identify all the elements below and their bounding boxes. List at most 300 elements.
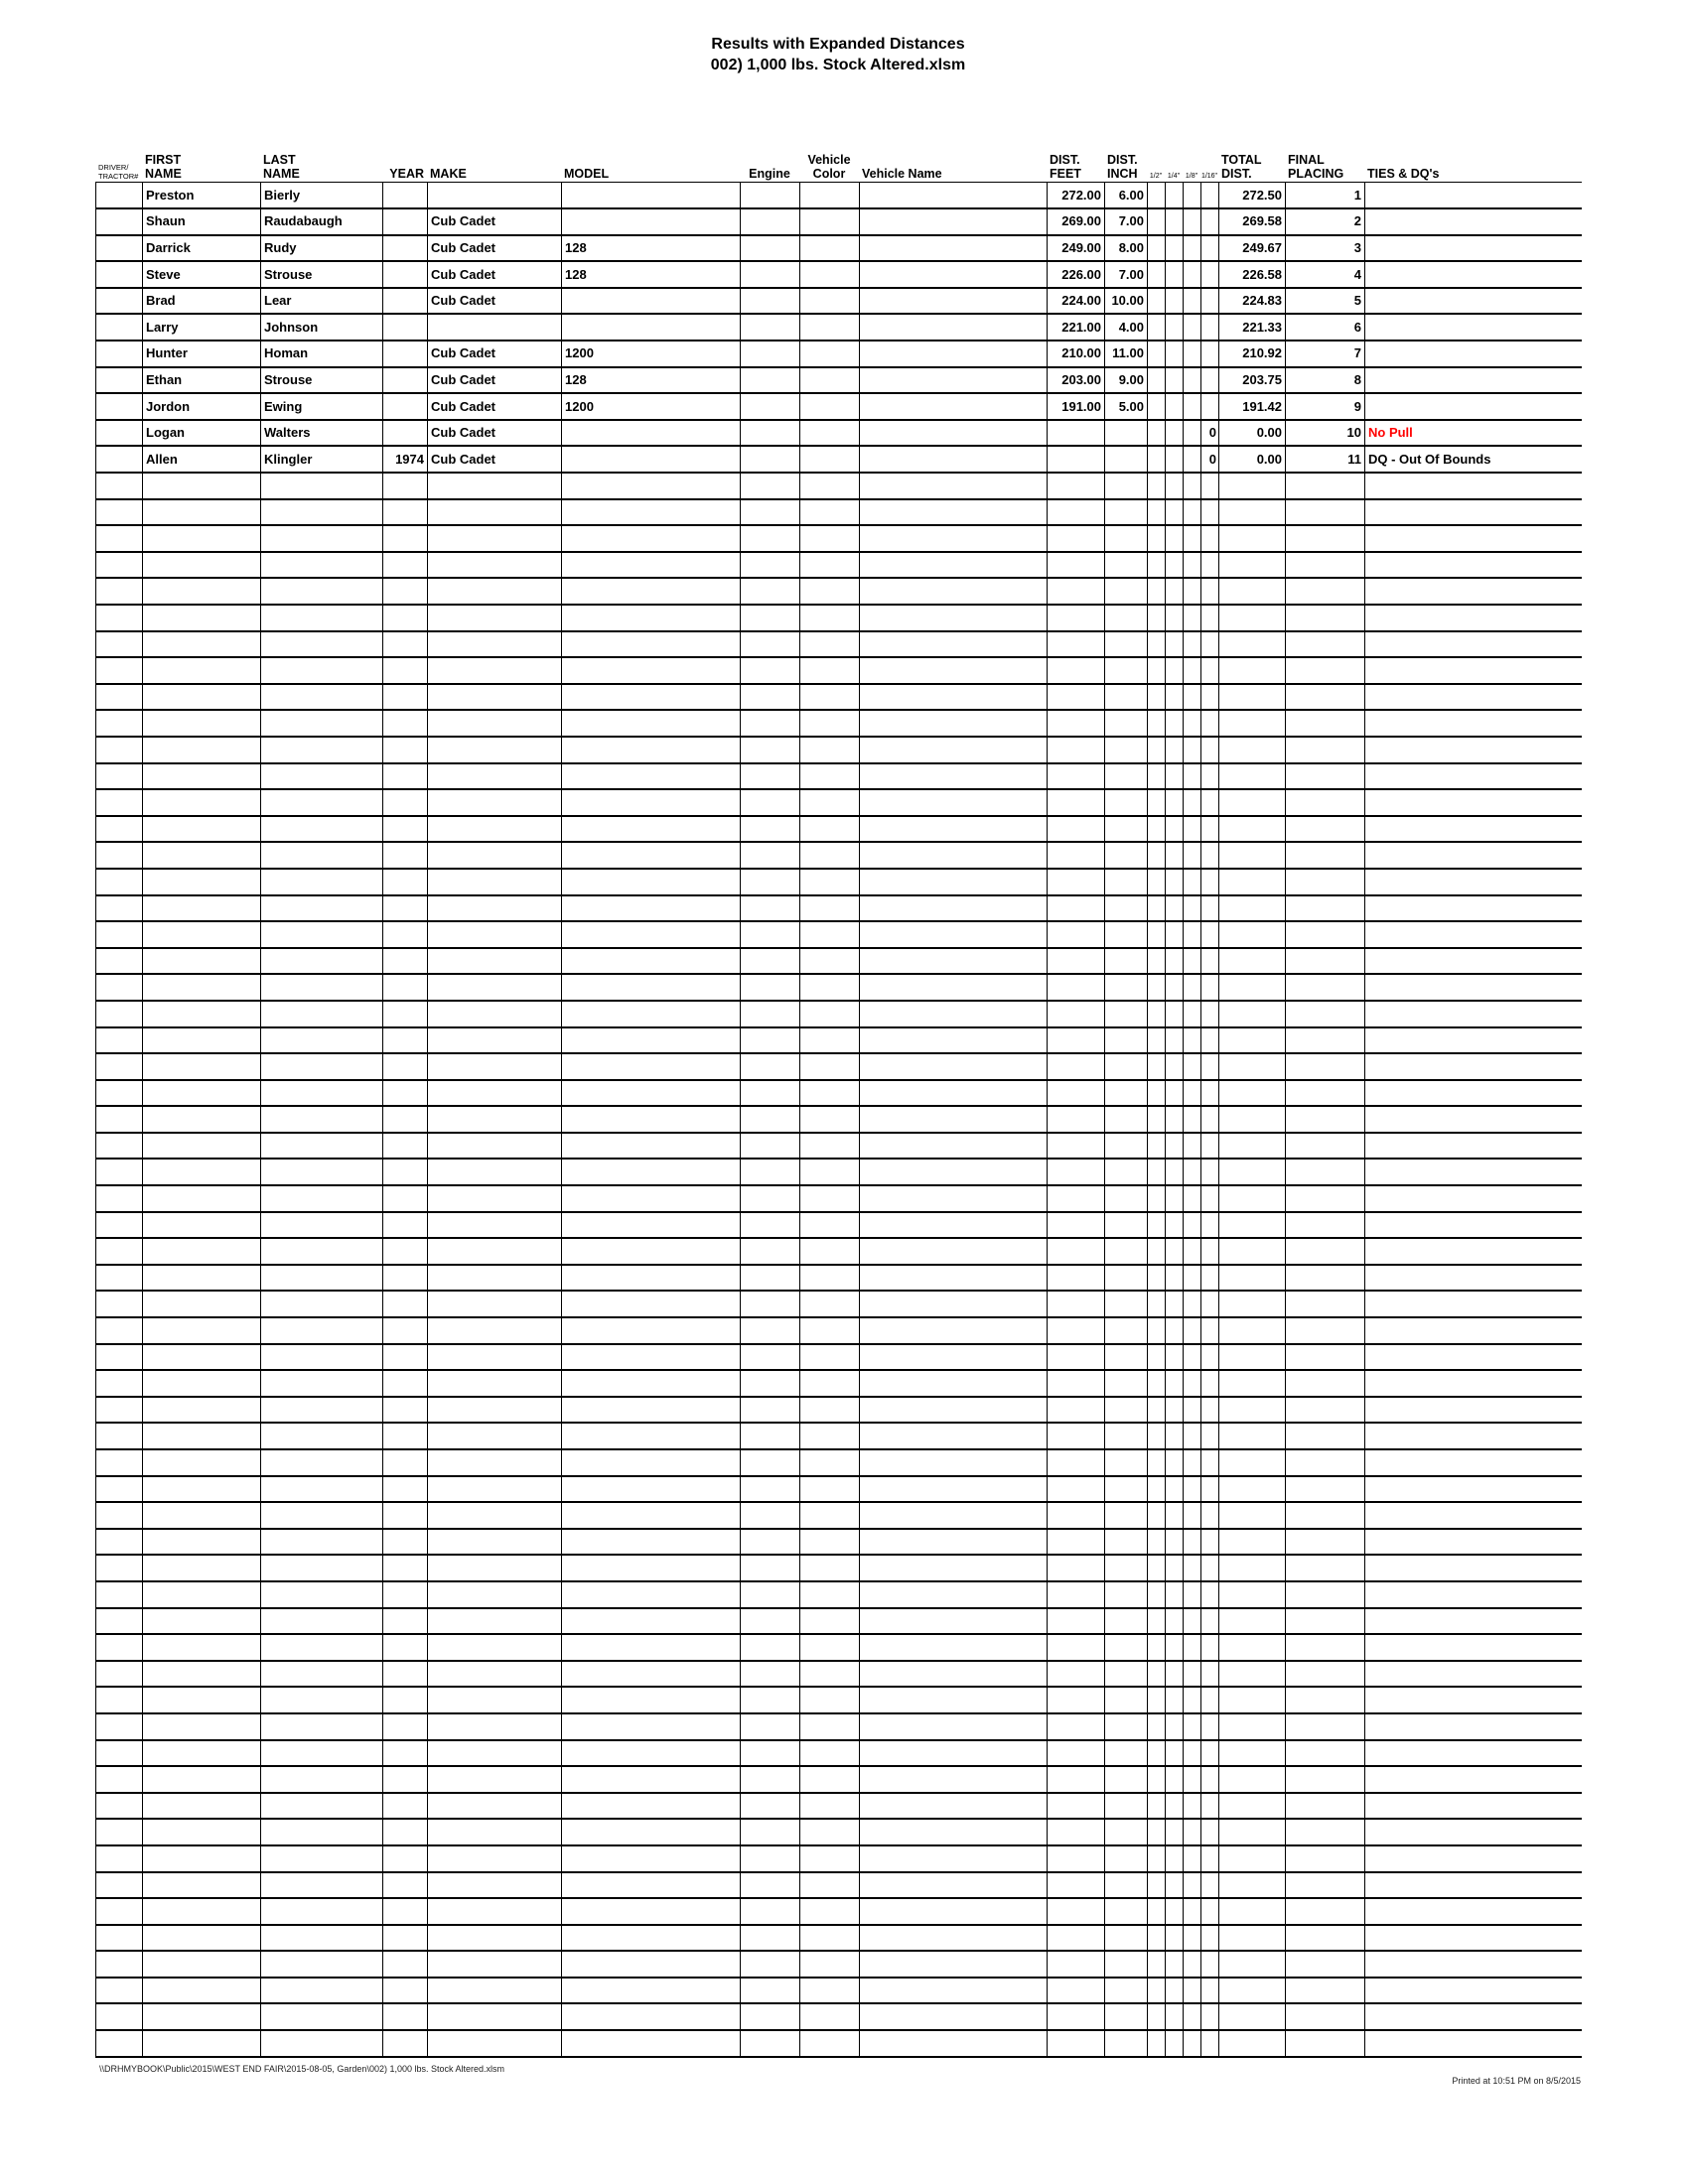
- table-row: [96, 314, 1582, 341]
- cell-engine: [741, 948, 800, 975]
- cell-total-dist: 221.33: [1219, 314, 1286, 341]
- cell-half-inch: [1148, 895, 1166, 922]
- cell-eighth-inch: [1184, 1872, 1201, 1899]
- cell-final-placing: [1286, 1740, 1365, 1767]
- cell-sixteenth-inch: [1201, 183, 1219, 209]
- cell-model: 1200: [562, 393, 741, 420]
- cell-quarter-inch: [1166, 1634, 1184, 1661]
- cell-quarter-inch: [1166, 1449, 1184, 1476]
- cell-make: [428, 1370, 562, 1397]
- cell-vehicle-name: [860, 1687, 1048, 1713]
- cell-dist-inch: [1105, 1238, 1148, 1265]
- cell-sixteenth-inch: [1201, 921, 1219, 948]
- cell-ties-dqs: [1365, 1317, 1582, 1344]
- cell-ties-dqs: [1365, 393, 1582, 420]
- cell-eighth-inch: [1184, 1317, 1201, 1344]
- cell-tractor-number: [96, 183, 143, 209]
- cell-first-name: [143, 1978, 261, 2004]
- cell-model: [562, 789, 741, 816]
- cell-final-placing: [1286, 657, 1365, 684]
- table-row: [96, 869, 1582, 895]
- cell-final-placing: [1286, 1291, 1365, 1317]
- header-dist-feet: DIST. FEET: [1050, 153, 1081, 181]
- cell-half-inch: [1148, 499, 1166, 526]
- table-row: [96, 1713, 1582, 1740]
- cell-vehicle-color: [800, 1238, 860, 1265]
- cell-first-name: Shaun: [143, 208, 261, 235]
- cell-vehicle-name: [860, 895, 1048, 922]
- cell-first-name: Larry: [143, 314, 261, 341]
- cell-vehicle-name: [860, 525, 1048, 552]
- cell-last-name: [261, 1713, 383, 1740]
- table-row: [96, 1053, 1582, 1080]
- cell-engine: [741, 921, 800, 948]
- cell-model: [562, 1159, 741, 1185]
- cell-dist-feet: [1048, 499, 1105, 526]
- cell-quarter-inch: [1166, 737, 1184, 763]
- cell-first-name: [143, 1555, 261, 1581]
- cell-year: [383, 208, 428, 235]
- cell-dist-inch: [1105, 1872, 1148, 1899]
- cell-model: [562, 869, 741, 895]
- cell-half-inch: [1148, 684, 1166, 711]
- cell-dist-feet: [1048, 1476, 1105, 1503]
- cell-model: [562, 763, 741, 790]
- table-row: [96, 789, 1582, 816]
- table-row: [96, 1687, 1582, 1713]
- cell-ties-dqs: [1365, 261, 1582, 288]
- cell-eighth-inch: [1184, 1502, 1201, 1529]
- cell-sixteenth-inch: [1201, 1317, 1219, 1344]
- cell-tractor-number: [96, 1766, 143, 1793]
- cell-eighth-inch: [1184, 605, 1201, 631]
- cell-model: [562, 208, 741, 235]
- table-row: [96, 1502, 1582, 1529]
- cell-year: [383, 1265, 428, 1292]
- table-row: [96, 1370, 1582, 1397]
- cell-engine: [741, 1212, 800, 1239]
- cell-vehicle-color: [800, 446, 860, 473]
- cell-tractor-number: [96, 578, 143, 605]
- cell-sixteenth-inch: [1201, 631, 1219, 658]
- cell-eighth-inch: [1184, 1978, 1201, 2004]
- table-row: [96, 1766, 1582, 1793]
- cell-ties-dqs: [1365, 1978, 1582, 2004]
- cell-dist-feet: [1048, 1634, 1105, 1661]
- cell-final-placing: [1286, 737, 1365, 763]
- cell-vehicle-name: [860, 1423, 1048, 1449]
- cell-vehicle-color: [800, 710, 860, 737]
- cell-year: [383, 631, 428, 658]
- cell-final-placing: [1286, 605, 1365, 631]
- table-row: [96, 1449, 1582, 1476]
- table-row: [96, 1344, 1582, 1371]
- cell-model: [562, 631, 741, 658]
- cell-engine: [741, 974, 800, 1001]
- cell-model: [562, 1449, 741, 1476]
- cell-engine: [741, 1080, 800, 1107]
- cell-dist-feet: [1048, 684, 1105, 711]
- cell-first-name: [143, 1634, 261, 1661]
- cell-half-inch: [1148, 2003, 1166, 2030]
- cell-dist-inch: [1105, 1027, 1148, 1054]
- cell-vehicle-color: [800, 869, 860, 895]
- cell-total-dist: [1219, 1397, 1286, 1424]
- cell-ties-dqs: [1365, 1344, 1582, 1371]
- cell-dist-inch: [1105, 1370, 1148, 1397]
- cell-vehicle-name: [860, 1898, 1048, 1925]
- cell-engine: [741, 1766, 800, 1793]
- cell-vehicle-name: [860, 684, 1048, 711]
- cell-year: [383, 525, 428, 552]
- cell-last-name: [261, 473, 383, 499]
- cell-dist-feet: [1048, 948, 1105, 975]
- cell-model: [562, 1713, 741, 1740]
- cell-engine: [741, 208, 800, 235]
- cell-final-placing: [1286, 1766, 1365, 1793]
- cell-year: [383, 1449, 428, 1476]
- cell-make: [428, 1502, 562, 1529]
- table-row: [96, 1133, 1582, 1160]
- cell-tractor-number: [96, 605, 143, 631]
- cell-vehicle-name: [860, 1027, 1048, 1054]
- cell-dist-feet: [1048, 1291, 1105, 1317]
- cell-sixteenth-inch: [1201, 1370, 1219, 1397]
- cell-make: [428, 1423, 562, 1449]
- cell-eighth-inch: [1184, 499, 1201, 526]
- cell-eighth-inch: [1184, 1581, 1201, 1608]
- cell-last-name: [261, 1185, 383, 1212]
- cell-model: [562, 1238, 741, 1265]
- cell-last-name: [261, 1212, 383, 1239]
- cell-dist-feet: [1048, 1449, 1105, 1476]
- cell-vehicle-name: [860, 2003, 1048, 2030]
- cell-half-inch: [1148, 1529, 1166, 1556]
- cell-sixteenth-inch: 0: [1201, 420, 1219, 447]
- cell-final-placing: [1286, 552, 1365, 579]
- cell-dist-inch: 8.00: [1105, 235, 1148, 262]
- cell-tractor-number: [96, 1370, 143, 1397]
- cell-last-name: Johnson: [261, 314, 383, 341]
- cell-total-dist: [1219, 1925, 1286, 1952]
- table-row: [96, 1001, 1582, 1027]
- cell-eighth-inch: [1184, 631, 1201, 658]
- cell-eighth-inch: [1184, 921, 1201, 948]
- cell-model: [562, 1661, 741, 1688]
- cell-first-name: [143, 525, 261, 552]
- cell-vehicle-color: [800, 341, 860, 367]
- header-driver-tractor-line1: DRIVER/: [98, 163, 129, 172]
- cell-quarter-inch: [1166, 763, 1184, 790]
- cell-ties-dqs: [1365, 631, 1582, 658]
- cell-tractor-number: [96, 1529, 143, 1556]
- cell-half-inch: [1148, 420, 1166, 447]
- cell-year: [383, 183, 428, 209]
- cell-half-inch: [1148, 1106, 1166, 1133]
- cell-eighth-inch: [1184, 1898, 1201, 1925]
- cell-model: [562, 1925, 741, 1952]
- cell-half-inch: [1148, 1687, 1166, 1713]
- cell-tractor-number: [96, 1001, 143, 1027]
- header-total-dist: TOTAL DIST.: [1221, 153, 1262, 181]
- cell-year: [383, 605, 428, 631]
- cell-sixteenth-inch: [1201, 657, 1219, 684]
- table-row: [96, 1951, 1582, 1978]
- cell-engine: [741, 1608, 800, 1635]
- cell-sixteenth-inch: [1201, 1872, 1219, 1899]
- cell-dist-inch: [1105, 1529, 1148, 1556]
- cell-eighth-inch: [1184, 1449, 1201, 1476]
- cell-year: [383, 1845, 428, 1872]
- cell-vehicle-name: [860, 1212, 1048, 1239]
- cell-eighth-inch: [1184, 1212, 1201, 1239]
- cell-last-name: Ewing: [261, 393, 383, 420]
- cell-engine: [741, 1476, 800, 1503]
- cell-ties-dqs: [1365, 552, 1582, 579]
- cell-half-inch: [1148, 948, 1166, 975]
- cell-ties-dqs: [1365, 1951, 1582, 1978]
- cell-total-dist: [1219, 737, 1286, 763]
- cell-sixteenth-inch: [1201, 1608, 1219, 1635]
- cell-half-inch: [1148, 1449, 1166, 1476]
- cell-vehicle-name: [860, 1238, 1048, 1265]
- cell-vehicle-name: [860, 261, 1048, 288]
- cell-make: [428, 1027, 562, 1054]
- cell-quarter-inch: [1166, 446, 1184, 473]
- cell-make: [428, 631, 562, 658]
- cell-dist-inch: [1105, 1133, 1148, 1160]
- cell-final-placing: [1286, 1423, 1365, 1449]
- cell-engine: [741, 288, 800, 315]
- cell-dist-inch: [1105, 948, 1148, 975]
- cell-vehicle-name: [860, 1080, 1048, 1107]
- cell-dist-feet: [1048, 1317, 1105, 1344]
- cell-tractor-number: [96, 1185, 143, 1212]
- cell-dist-feet: [1048, 789, 1105, 816]
- cell-dist-inch: [1105, 2003, 1148, 2030]
- cell-tractor-number: [96, 895, 143, 922]
- cell-quarter-inch: [1166, 1925, 1184, 1952]
- cell-tractor-number: [96, 1080, 143, 1107]
- cell-tractor-number: [96, 1106, 143, 1133]
- cell-vehicle-color: [800, 1317, 860, 1344]
- table-row: [96, 1898, 1582, 1925]
- cell-first-name: [143, 1212, 261, 1239]
- cell-make: [428, 1872, 562, 1899]
- cell-dist-feet: [1048, 1978, 1105, 2004]
- cell-dist-feet: 221.00: [1048, 314, 1105, 341]
- cell-dist-inch: [1105, 1555, 1148, 1581]
- cell-dist-inch: [1105, 1819, 1148, 1845]
- cell-last-name: [261, 1159, 383, 1185]
- cell-vehicle-name: [860, 1159, 1048, 1185]
- cell-model: [562, 2030, 741, 2057]
- cell-vehicle-color: [800, 1608, 860, 1635]
- cell-ties-dqs: DQ - Out Of Bounds: [1365, 446, 1582, 473]
- cell-dist-feet: [1048, 1423, 1105, 1449]
- cell-vehicle-color: [800, 1978, 860, 2004]
- cell-tractor-number: [96, 1740, 143, 1767]
- cell-year: [383, 869, 428, 895]
- cell-sixteenth-inch: [1201, 552, 1219, 579]
- cell-engine: [741, 235, 800, 262]
- cell-dist-feet: [1048, 921, 1105, 948]
- cell-sixteenth-inch: [1201, 1687, 1219, 1713]
- cell-first-name: [143, 1529, 261, 1556]
- cell-last-name: [261, 816, 383, 843]
- cell-dist-inch: [1105, 816, 1148, 843]
- cell-model: [562, 1001, 741, 1027]
- cell-ties-dqs: [1365, 605, 1582, 631]
- cell-dist-feet: [1048, 473, 1105, 499]
- table-row: [96, 948, 1582, 975]
- cell-tractor-number: [96, 288, 143, 315]
- cell-dist-inch: [1105, 605, 1148, 631]
- cell-eighth-inch: [1184, 684, 1201, 711]
- cell-total-dist: [1219, 1978, 1286, 2004]
- cell-tractor-number: [96, 1687, 143, 1713]
- cell-final-placing: [1286, 1185, 1365, 1212]
- cell-half-inch: [1148, 1344, 1166, 1371]
- cell-year: [383, 1555, 428, 1581]
- cell-year: [383, 393, 428, 420]
- cell-model: [562, 1423, 741, 1449]
- cell-final-placing: [1286, 1449, 1365, 1476]
- cell-vehicle-name: [860, 1661, 1048, 1688]
- header-fractions: [1147, 173, 1218, 182]
- cell-total-dist: [1219, 684, 1286, 711]
- header-first-name: FIRST NAME: [145, 153, 182, 181]
- cell-first-name: [143, 1080, 261, 1107]
- cell-engine: [741, 1898, 800, 1925]
- cell-final-placing: [1286, 1476, 1365, 1503]
- cell-engine: [741, 341, 800, 367]
- cell-vehicle-name: [860, 314, 1048, 341]
- cell-dist-feet: [1048, 842, 1105, 869]
- cell-dist-feet: 269.00: [1048, 208, 1105, 235]
- cell-year: [383, 1423, 428, 1449]
- cell-half-inch: [1148, 789, 1166, 816]
- cell-vehicle-name: [860, 288, 1048, 315]
- cell-total-dist: [1219, 1819, 1286, 1845]
- cell-year: [383, 1608, 428, 1635]
- header-eighth-inch: 1/8": [1185, 173, 1198, 180]
- cell-model: [562, 578, 741, 605]
- cell-engine: [741, 393, 800, 420]
- cell-half-inch: [1148, 1133, 1166, 1160]
- cell-tractor-number: [96, 1449, 143, 1476]
- cell-year: [383, 1898, 428, 1925]
- cell-quarter-inch: [1166, 578, 1184, 605]
- cell-eighth-inch: [1184, 393, 1201, 420]
- cell-engine: [741, 473, 800, 499]
- cell-vehicle-color: [800, 1133, 860, 1160]
- cell-half-inch: [1148, 1581, 1166, 1608]
- cell-dist-feet: [1048, 1819, 1105, 1845]
- cell-vehicle-name: [860, 1291, 1048, 1317]
- cell-first-name: [143, 578, 261, 605]
- cell-eighth-inch: [1184, 2003, 1201, 2030]
- cell-model: [562, 1766, 741, 1793]
- cell-dist-feet: [1048, 1133, 1105, 1160]
- cell-dist-feet: [1048, 446, 1105, 473]
- cell-sixteenth-inch: [1201, 1291, 1219, 1317]
- cell-last-name: [261, 1555, 383, 1581]
- cell-year: [383, 2003, 428, 2030]
- cell-dist-feet: [1048, 1238, 1105, 1265]
- cell-tractor-number: [96, 1793, 143, 1820]
- cell-first-name: [143, 1185, 261, 1212]
- cell-year: [383, 1793, 428, 1820]
- cell-ties-dqs: [1365, 1476, 1582, 1503]
- cell-final-placing: [1286, 869, 1365, 895]
- cell-sixteenth-inch: [1201, 895, 1219, 922]
- cell-vehicle-color: [800, 1581, 860, 1608]
- cell-final-placing: 5: [1286, 288, 1365, 315]
- cell-engine: [741, 1634, 800, 1661]
- cell-last-name: [261, 525, 383, 552]
- cell-year: [383, 763, 428, 790]
- cell-model: 1200: [562, 341, 741, 367]
- cell-tractor-number: [96, 393, 143, 420]
- table-row: [96, 1978, 1582, 2004]
- cell-dist-feet: [1048, 1185, 1105, 1212]
- cell-dist-feet: 224.00: [1048, 288, 1105, 315]
- cell-vehicle-color: [800, 1027, 860, 1054]
- cell-first-name: [143, 1238, 261, 1265]
- cell-eighth-inch: [1184, 1608, 1201, 1635]
- cell-last-name: [261, 1265, 383, 1292]
- cell-model: [562, 1370, 741, 1397]
- cell-last-name: [261, 1502, 383, 1529]
- cell-first-name: Allen: [143, 446, 261, 473]
- cell-first-name: [143, 1713, 261, 1740]
- cell-last-name: [261, 737, 383, 763]
- cell-engine: [741, 1344, 800, 1371]
- cell-engine: [741, 1027, 800, 1054]
- cell-year: [383, 288, 428, 315]
- cell-eighth-inch: [1184, 1423, 1201, 1449]
- cell-sixteenth-inch: [1201, 1344, 1219, 1371]
- cell-eighth-inch: [1184, 235, 1201, 262]
- cell-vehicle-color: [800, 1793, 860, 1820]
- cell-total-dist: [1219, 1529, 1286, 1556]
- cell-last-name: [261, 657, 383, 684]
- cell-make: [428, 1608, 562, 1635]
- cell-total-dist: [1219, 1661, 1286, 1688]
- cell-total-dist: [1219, 605, 1286, 631]
- cell-dist-inch: [1105, 578, 1148, 605]
- cell-final-placing: 1: [1286, 183, 1365, 209]
- cell-final-placing: [1286, 473, 1365, 499]
- cell-quarter-inch: [1166, 341, 1184, 367]
- cell-sixteenth-inch: [1201, 710, 1219, 737]
- cell-quarter-inch: [1166, 1185, 1184, 1212]
- footer-printed-timestamp: Printed at 10:51 PM on 8/5/2015: [1452, 2076, 1581, 2086]
- cell-total-dist: [1219, 1872, 1286, 1899]
- cell-first-name: [143, 1740, 261, 1767]
- cell-vehicle-color: [800, 1080, 860, 1107]
- cell-ties-dqs: [1365, 1449, 1582, 1476]
- cell-total-dist: [1219, 473, 1286, 499]
- cell-final-placing: [1286, 2030, 1365, 2057]
- cell-ties-dqs: [1365, 1502, 1582, 1529]
- cell-first-name: [143, 1159, 261, 1185]
- table-row: [96, 842, 1582, 869]
- cell-dist-inch: 5.00: [1105, 393, 1148, 420]
- cell-last-name: [261, 1317, 383, 1344]
- cell-eighth-inch: [1184, 473, 1201, 499]
